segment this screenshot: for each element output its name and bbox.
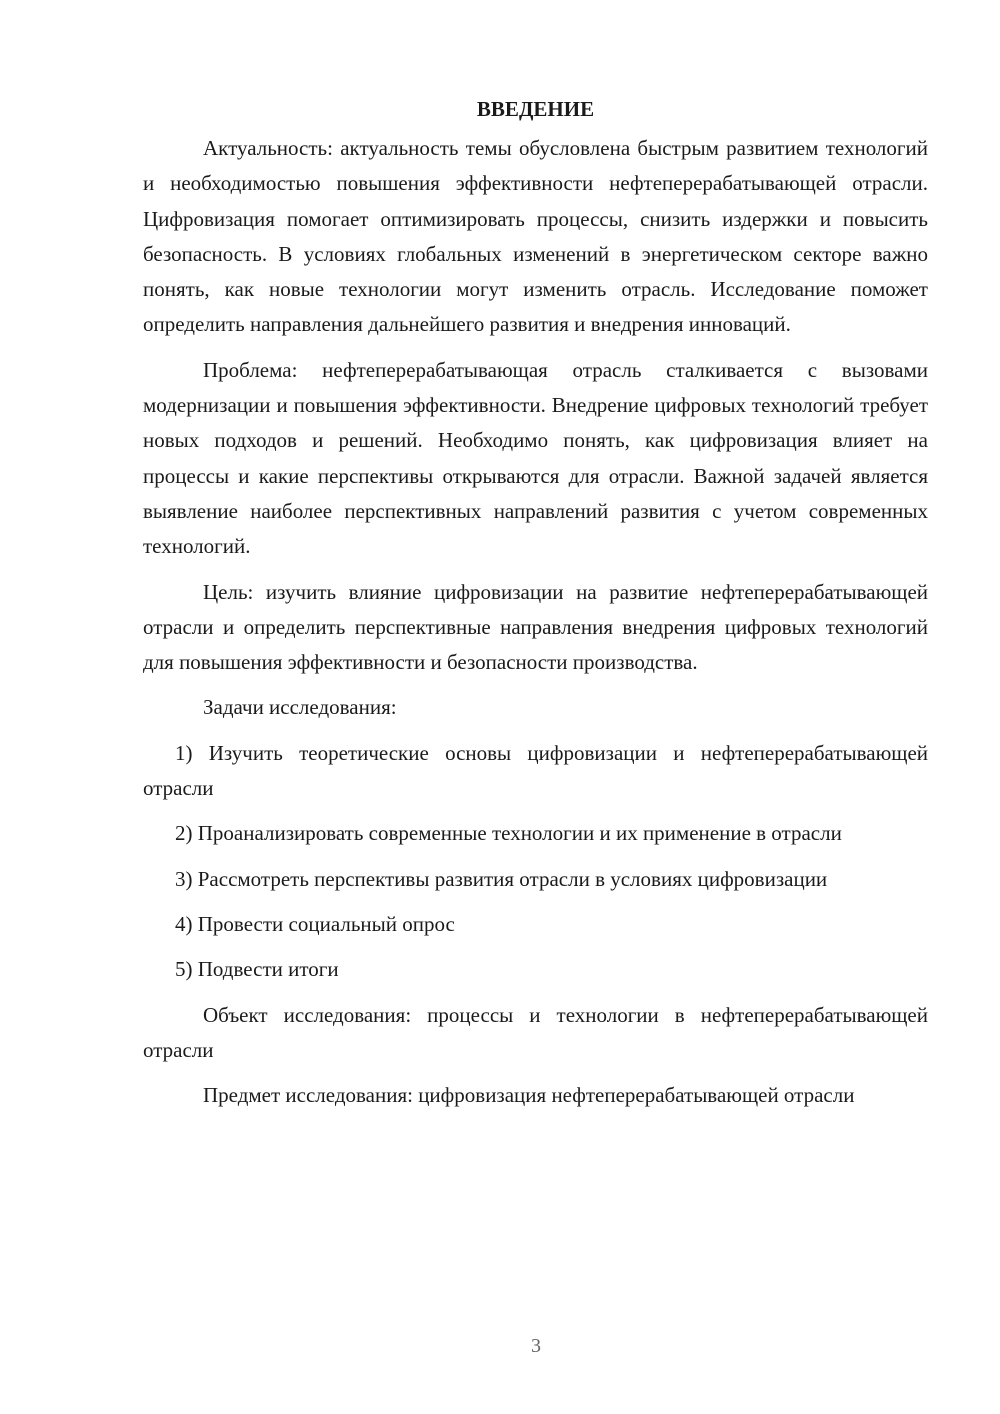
list-item: 3) Рассмотреть перспективы развития отрасли в условиях цифровизации — [175, 866, 828, 891]
paragraph-relevance: Актуальность: актуальность темы обусловлена быстрым развитием технологий и необходимостью повышения эффективности нефтеперерабатывающей отрасли. Цифровизация помогает оптимизировать процессы, снизить издержки и повысить безопасность. В условиях глобальных изменений в энергетическом секторе важно понять, как новые технологии могут изменить отрасль. Исследование поможет определить направления дальнейшего развития и внедрения инноваций. — [143, 136, 928, 337]
paragraph-goal: Цель: изучить влияние цифровизации на развитие нефтеперерабатывающей отрасли и определить перспективные направления внедрения цифровых технологий для повышения эффективности и безопасности производства. — [143, 579, 928, 675]
paragraph-subject: Предмет исследования: цифровизация нефтеперерабатывающей отрасли — [203, 1083, 855, 1108]
document-page — [143, 92, 928, 1113]
list-item: 2) Проанализировать современные технологии и их применение в отрасли — [175, 821, 842, 846]
page-number: 3 — [531, 1335, 541, 1357]
list-item: 1) Изучить теоретические основы цифровизации и нефтеперерабатывающей отрасли — [143, 740, 928, 801]
list-item: 4) Провести социальный опрос — [175, 911, 455, 936]
paragraph-object: Объект исследования: процессы и технологии в нефтеперерабатывающей отрасли — [143, 1002, 928, 1062]
list-item: 5) Подвести итоги — [175, 957, 339, 982]
section-title: ВВЕДЕНИЕ — [476, 97, 595, 121]
paragraph-problem: Проблема: нефтеперерабатывающая отрасль сталкивается с вызовами модернизации и повышения эффективности. Внедрение цифровых технологий требует новых подходов и решений. Необходимо понять, как цифровизация влияет на процессы и какие перспективы открываются для отрасли. Важной задачей является выявление наиболее перспективных направлений развития с учетом современных технологий. — [143, 357, 928, 559]
tasks-list — [143, 736, 928, 988]
tasks-heading: Задачи исследования: — [203, 695, 397, 720]
